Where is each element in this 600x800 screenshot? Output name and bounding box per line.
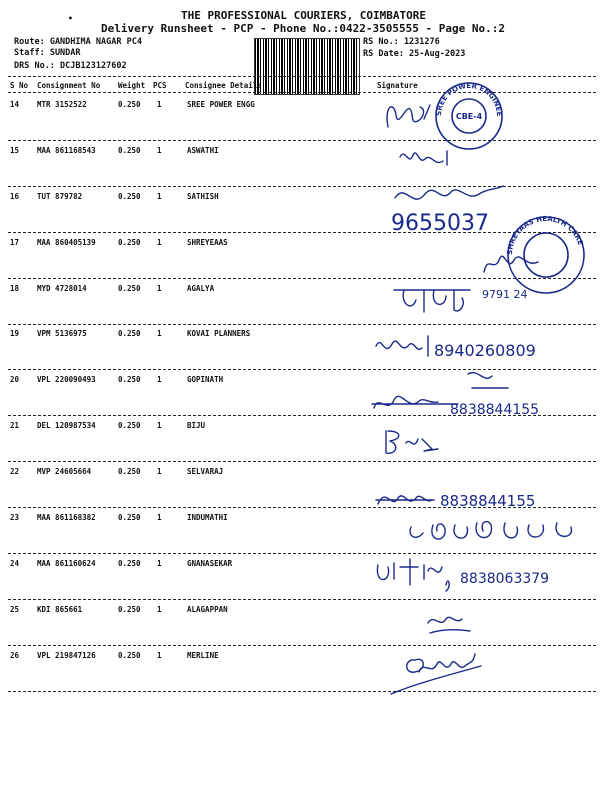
runsheet-title: Delivery Runsheet - PCP - Phone No.:0422-3505555 - Page No.:2 bbox=[101, 22, 505, 35]
row22-handwritten-number: 8838844155 bbox=[440, 492, 536, 510]
row-pcs: 1 bbox=[157, 559, 162, 568]
row-consignee: GOPINATH bbox=[187, 375, 224, 384]
row19-handwritten-number: 8940260809 bbox=[434, 341, 536, 360]
row-consignee: MERLINE bbox=[187, 651, 219, 660]
row-weight: 0.250 bbox=[118, 513, 141, 522]
row-pcs: 1 bbox=[157, 284, 162, 293]
col-pcs: PCS bbox=[153, 81, 167, 90]
signature-22 bbox=[372, 480, 572, 520]
row-separator bbox=[8, 461, 596, 462]
signature-17 bbox=[478, 248, 558, 278]
row-consignment-no: VPM 5136975 bbox=[37, 329, 87, 338]
row-sno: 25 bbox=[10, 605, 20, 614]
row-consignee: KOVAI PLANNERS bbox=[187, 329, 251, 338]
row-pcs: 1 bbox=[157, 238, 162, 247]
row-sno: 18 bbox=[10, 284, 20, 293]
row24-handwritten-number: 8838063379 bbox=[460, 571, 550, 587]
row-consignee: ALAGAPPAN bbox=[187, 605, 228, 614]
col-consignee: Consignee Details bbox=[185, 81, 262, 90]
row-consignment-no: MAA 861168543 bbox=[37, 146, 96, 155]
svg-text:9791 24: 9791 24 bbox=[482, 288, 528, 301]
row20-handwritten-number: 8838844155 bbox=[450, 402, 540, 418]
row-pcs: 1 bbox=[157, 421, 162, 430]
row-consignee: ASWATHI bbox=[187, 146, 219, 155]
row-weight: 0.250 bbox=[118, 284, 141, 293]
row-sno: 22 bbox=[10, 467, 20, 476]
row-weight: 0.250 bbox=[118, 329, 141, 338]
row-separator bbox=[8, 324, 596, 325]
row-sno: 19 bbox=[10, 329, 20, 338]
company-title: THE PROFESSIONAL COURIERS, COIMBATORE bbox=[181, 9, 427, 22]
row-consignment-no: KDI 865661 bbox=[37, 605, 83, 614]
row-sno: 20 bbox=[10, 375, 20, 384]
signature-19 bbox=[370, 330, 570, 370]
row-consignee: INDUMATHI bbox=[187, 513, 228, 522]
signature-18 bbox=[390, 282, 540, 322]
row-consignment-no: VPL 220090493 bbox=[37, 375, 96, 384]
row-sno: 26 bbox=[10, 651, 20, 660]
signature-14 bbox=[380, 95, 460, 140]
row-pcs: 1 bbox=[157, 605, 162, 614]
row-consignment-no: MYD 4728014 bbox=[37, 284, 87, 293]
header-rule-top bbox=[8, 76, 596, 77]
col-weight: Weight bbox=[118, 81, 146, 90]
row-pcs: 1 bbox=[157, 146, 162, 155]
route-label: Route: GANDHIMA NAGAR PC4 bbox=[14, 37, 142, 47]
row-pcs: 1 bbox=[157, 513, 162, 522]
signature-23 bbox=[405, 515, 585, 555]
row-consignee: AGALYA bbox=[187, 284, 215, 293]
row-consignment-no: MTR 3152522 bbox=[37, 100, 87, 109]
row-sno: 14 bbox=[10, 100, 20, 109]
row-sno: 17 bbox=[10, 238, 20, 247]
row-weight: 0.250 bbox=[118, 467, 141, 476]
power-stamp-code: CBE-4 bbox=[455, 112, 483, 121]
row-consignment-no: DEL 120987534 bbox=[37, 421, 96, 430]
row-weight: 0.250 bbox=[118, 651, 141, 660]
row16-handwritten-number: 9655037 bbox=[391, 211, 489, 236]
row-consignee: BIJU bbox=[187, 421, 206, 430]
row-pcs: 1 bbox=[157, 651, 162, 660]
row-pcs: 1 bbox=[157, 329, 162, 338]
header-dot: • bbox=[68, 14, 73, 23]
row-sno: 16 bbox=[10, 192, 20, 201]
signature-25 bbox=[420, 605, 480, 645]
col-sno: S No bbox=[10, 81, 29, 90]
row-separator bbox=[8, 691, 596, 692]
row-consignee: SATHISH bbox=[187, 192, 219, 201]
row-consignment-no: MVP 24605664 bbox=[37, 467, 92, 476]
row-pcs: 1 bbox=[157, 467, 162, 476]
row-sno: 23 bbox=[10, 513, 20, 522]
row-consignee: GNANASEKAR bbox=[187, 559, 233, 568]
row-sno: 24 bbox=[10, 559, 20, 568]
rs-date: RS Date: 25-Aug-2023 bbox=[363, 49, 466, 59]
barcode bbox=[254, 38, 360, 95]
row-pcs: 1 bbox=[157, 192, 162, 201]
power-stamp-text: SREE POWER ENGINEERING bbox=[422, 72, 504, 117]
row-weight: 0.250 bbox=[118, 559, 141, 568]
signature-21 bbox=[380, 425, 450, 460]
row-consignee: SREE POWER ENGG bbox=[187, 100, 255, 109]
row-consignment-no: TUT 879782 bbox=[37, 192, 83, 201]
staff-label: Staff: SUNDAR bbox=[14, 48, 81, 58]
row-consignee: SELVARAJ bbox=[187, 467, 224, 476]
row-consignment-no: VPL 219847126 bbox=[37, 651, 96, 660]
row-weight: 0.250 bbox=[118, 100, 141, 109]
row-consignee: SHREYEAAS bbox=[187, 238, 228, 247]
row-consignment-no: MAA 861160624 bbox=[37, 559, 96, 568]
col-signature: Signature bbox=[377, 81, 418, 90]
row-separator bbox=[8, 645, 596, 646]
row-consignment-no: MAA 861168382 bbox=[37, 513, 96, 522]
rs-number: RS No.: 1231276 bbox=[363, 37, 440, 47]
row-pcs: 1 bbox=[157, 375, 162, 384]
signature-26 bbox=[385, 648, 505, 700]
row-sno: 15 bbox=[10, 146, 20, 155]
signature-20 bbox=[368, 368, 588, 423]
signature-15 bbox=[395, 145, 465, 175]
row-pcs: 1 bbox=[157, 100, 162, 109]
row-weight: 0.250 bbox=[118, 421, 141, 430]
row-weight: 0.250 bbox=[118, 605, 141, 614]
health-stamp-text: SHREYAAS HEALTH CARE bbox=[505, 214, 585, 256]
row-weight: 0.250 bbox=[118, 238, 141, 247]
row-sno: 21 bbox=[10, 421, 20, 430]
row-weight: 0.250 bbox=[118, 146, 141, 155]
col-consignment: Consignment No bbox=[37, 81, 101, 90]
signature-24 bbox=[370, 555, 595, 600]
row-consignment-no: MAA 860405139 bbox=[37, 238, 96, 247]
row-weight: 0.250 bbox=[118, 375, 141, 384]
row-weight: 0.250 bbox=[118, 192, 141, 201]
drs-number: DRS No.: DCJB123127602 bbox=[14, 61, 127, 71]
